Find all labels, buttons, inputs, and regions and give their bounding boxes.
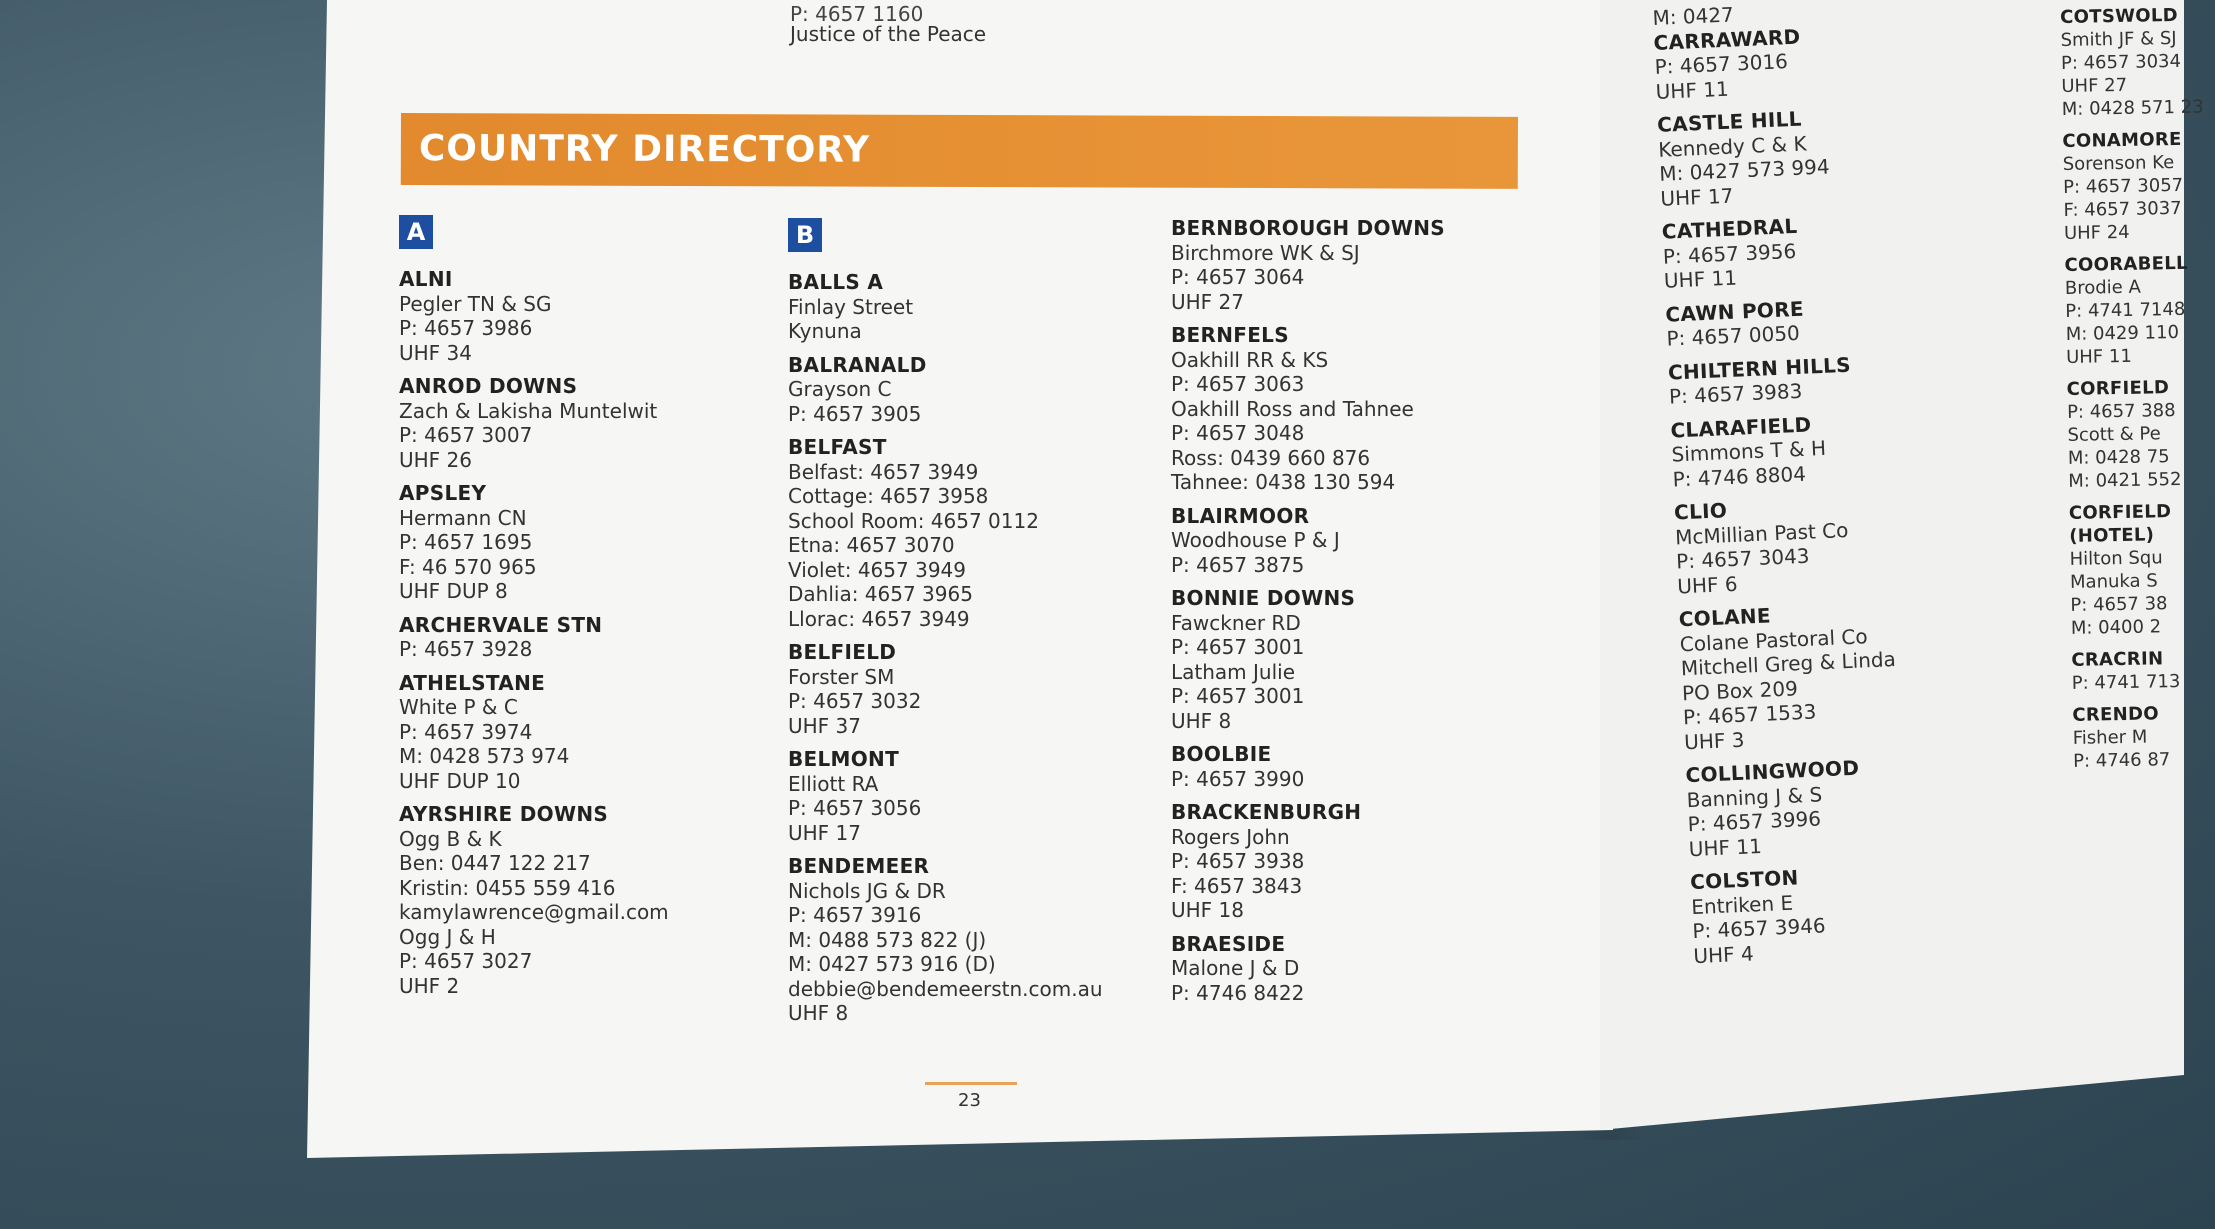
- entry-detail: P: 4741 7148: [2065, 298, 2186, 322]
- entry-detail: P: 4746 8804: [1672, 461, 1807, 492]
- entry-detail: Tahnee: 0438 130 594: [1171, 470, 1396, 494]
- directory-column-a: [399, 215, 759, 1007]
- directory-entry: [788, 435, 1148, 631]
- directory-entry: [2064, 252, 2190, 369]
- directory-entry: [2071, 647, 2196, 695]
- entry-detail: Woodhouse P & J: [1171, 528, 1340, 552]
- entry-detail: Latham Julie: [1171, 659, 1296, 684]
- entry-name: BALLS A: [788, 270, 884, 294]
- entry-detail: Belfast: 4657 3949: [788, 459, 979, 484]
- entry-detail: Pegler TN & SG: [399, 291, 552, 316]
- entry-detail: Etna: 4657 3070: [788, 533, 955, 557]
- entry-detail: McMillian Past Co: [1674, 517, 1849, 549]
- entry-detail: P: 4657 3983: [1668, 378, 1803, 409]
- entry-detail: P: 4657 3986: [399, 316, 533, 340]
- entry-name: BELMONT: [788, 747, 900, 771]
- directory-entry: [1667, 344, 2029, 409]
- directory-entry: [1665, 287, 2027, 352]
- entry-detail: P: 4657 3032: [788, 689, 922, 713]
- entry-detail: Hermann CN: [399, 505, 527, 530]
- entry-detail: P: 4657 3034: [2060, 50, 2182, 74]
- entry-detail: Ben: 0447 122 217: [399, 851, 591, 875]
- entry-name: BRACKENBURGH: [1171, 800, 1362, 824]
- entry-detail: P: 4657 3043: [1675, 543, 1810, 574]
- entry-name: BLAIRMOOR: [1171, 503, 1310, 528]
- entry-detail: Rogers John: [1171, 824, 1290, 849]
- directory-entry: [2072, 702, 2197, 773]
- entry-name: BALRANALD: [788, 352, 927, 377]
- entry-name: ARCHERVALE STN: [399, 612, 603, 637]
- entry-detail: P: 4657 3916: [788, 903, 922, 927]
- entry-detail: Fisher M: [2072, 726, 2148, 749]
- top-fragment: [790, 2, 987, 46]
- entry-detail: P: 4741 713: [2071, 671, 2181, 694]
- entry-detail: Mitchell Greg & Linda: [1680, 647, 1897, 681]
- directory-entry: [1171, 323, 1531, 495]
- directory-entry: [1171, 800, 1531, 923]
- entry-name: COLLINGWOOD: [1685, 755, 1860, 788]
- directory-entry: [399, 481, 759, 604]
- entry-detail: P: 4657 388: [2066, 400, 2176, 423]
- directory-entry: [1685, 748, 2049, 862]
- entry-detail: M: 0488 573 822 (J): [788, 927, 987, 952]
- entry-detail: P: 4657 3938: [1171, 849, 1305, 873]
- entry-name: CORFIELD: [2066, 377, 2170, 400]
- entry-detail: Oakhill Ross and Tahnee: [1171, 396, 1414, 421]
- entry-detail: UHF 27: [2061, 74, 2128, 97]
- entry-detail: Ogg J & H: [399, 924, 496, 949]
- entry-detail: P: 4657 3928: [399, 637, 533, 661]
- entry-detail: P: 4657 3048: [1171, 421, 1305, 445]
- banner-title: COUNTRY DIRECTORY: [418, 128, 871, 171]
- directory-entry: [1171, 586, 1531, 733]
- entry-detail: Cottage: 4657 3958: [788, 484, 989, 508]
- entry-detail: M: 0428 571 23: [2061, 96, 2204, 120]
- entry-detail: P: 4657 3056: [788, 796, 922, 820]
- directory-entry: [2062, 128, 2188, 245]
- entry-detail: Ogg B & K: [399, 826, 502, 851]
- entry-detail: PO Box 209: [1681, 675, 1799, 705]
- entry-detail: UHF 26: [399, 447, 472, 472]
- entry-name: ATHELSTANE: [399, 670, 546, 695]
- entry-detail: P: 4657 38: [2070, 593, 2168, 616]
- directory-entry: [788, 854, 1148, 1026]
- entry-name: CHILTERN HILLS: [1667, 352, 1852, 385]
- entry-detail: Forster SM: [788, 664, 895, 689]
- entry-detail: Birchmore WK & SJ: [1171, 240, 1360, 265]
- entry-detail: M: 0400 2: [2070, 616, 2162, 639]
- directory-entry: [1653, 15, 2016, 104]
- entry-detail: Ross: 0439 660 876: [1171, 445, 1371, 470]
- entry-detail: M: 0428 75: [2067, 446, 2170, 469]
- entry-name: BERNFELS: [1171, 323, 1289, 347]
- entry-name: BERNBOROUGH DOWNS: [1171, 216, 1445, 240]
- entry-detail: Nichols JG & DR: [788, 878, 946, 903]
- entry-name: ANROD DOWNS: [399, 374, 578, 398]
- entry-detail: F: 4657 3037: [2063, 197, 2182, 221]
- entry-name: CATHEDRAL: [1661, 213, 1798, 244]
- directory-entry: [1661, 204, 2024, 293]
- entry-detail: Manuka S: [2069, 570, 2158, 593]
- directory-entry: [1690, 854, 2054, 968]
- entry-name: COLANE: [1678, 603, 1772, 632]
- entry-detail: P: 4657 3905: [788, 401, 922, 426]
- entry-detail: Fawckner RD: [1171, 610, 1301, 635]
- directory-banner: [401, 113, 1518, 189]
- entry-email[interactable]: debbie@bendemeerstn.com.au: [788, 976, 1103, 1001]
- entry-detail: UHF 8: [788, 1001, 849, 1025]
- entry-detail: Kristin: 0455 559 416: [399, 875, 616, 900]
- entry-name: COORABELL: [2064, 252, 2188, 276]
- entry-detail: P: 4657 3996: [1687, 806, 1822, 837]
- directory-entry: [788, 747, 1148, 845]
- entry-detail: School Room: 4657 0112: [788, 508, 1039, 533]
- entry-name: CLIO: [1673, 498, 1728, 525]
- entry-name: CORFIELD (HOTEL): [2068, 501, 2172, 547]
- directory-entry: [399, 613, 759, 662]
- directory-entry: [399, 374, 759, 472]
- entry-detail: Oakhill RR & KS: [1171, 347, 1329, 372]
- directory-entry: [399, 267, 759, 365]
- entry-detail: UHF 27: [1171, 289, 1244, 314]
- entry-detail: UHF 11: [1663, 265, 1738, 293]
- entry-detail: UHF DUP 10: [399, 768, 521, 793]
- entry-detail: UHF 17: [788, 820, 861, 845]
- entry-detail: UHF 34: [399, 340, 472, 365]
- entry-detail: UHF 2: [399, 973, 460, 998]
- entry-detail: P: 4746 87: [2073, 749, 2171, 772]
- entry-detail: Banning J & S: [1686, 781, 1823, 812]
- entry-detail: P: 4746 8422: [1171, 980, 1305, 1005]
- directory-entry: [788, 640, 1148, 738]
- entry-detail: Llorac: 4657 3949: [788, 606, 970, 631]
- directory-entry: [1674, 485, 2038, 599]
- entry-detail: UHF DUP 8: [399, 579, 508, 603]
- entry-name: CARRAWARD: [1653, 24, 1801, 55]
- entry-name: BELFIELD: [788, 640, 897, 664]
- entry-detail: Kynuna: [788, 319, 862, 343]
- entry-detail: Entriken E: [1690, 890, 1794, 919]
- right-page-column-2: [2060, 4, 2204, 782]
- entry-detail: UHF 24: [2063, 221, 2130, 244]
- directory-column-b-continued: [1171, 216, 1531, 1014]
- entry-detail: Colane Pastoral Co: [1679, 623, 1869, 656]
- directory-entry: [1171, 932, 1531, 1006]
- column-top-fragment: M: 0427: [1652, 2, 1735, 30]
- section-letter-badge: A: [399, 215, 433, 249]
- entry-detail: Brodie A: [2064, 276, 2142, 299]
- entry-detail: Sorenson Ke: [2062, 152, 2175, 175]
- entry-detail: P: 4657 3057: [2062, 174, 2184, 198]
- page-number: 23: [958, 1090, 981, 1111]
- entry-detail: P: 4657 3007: [399, 423, 533, 447]
- entry-detail: UHF 11: [1655, 76, 1730, 104]
- entry-name: BONNIE DOWNS: [1171, 586, 1356, 610]
- entry-detail: UHF 6: [1676, 571, 1739, 598]
- entry-detail: M: 0427 573 994: [1658, 154, 1831, 186]
- top-fragment-line: Justice of the Peace: [790, 22, 987, 46]
- entry-detail: UHF 4: [1692, 940, 1755, 968]
- entry-detail: UHF 3: [1683, 727, 1745, 754]
- entry-detail: Scott & Pe: [2067, 423, 2161, 446]
- entry-detail: Malone J & D: [1171, 956, 1300, 980]
- entry-detail: P: 4657 3974: [399, 719, 533, 744]
- section-letter-badge: B: [788, 218, 822, 252]
- right-page-column-1: [1652, 0, 2054, 977]
- directory-entry: [2060, 4, 2204, 121]
- entry-detail: F: 4657 3843: [1171, 873, 1303, 898]
- entry-detail: P: 4657 3016: [1654, 49, 1789, 79]
- entry-detail: Simmons T & H: [1671, 435, 1827, 467]
- entry-detail: Zach & Lakisha Muntelwit: [399, 398, 658, 423]
- entry-detail: P: 4657 3027: [399, 949, 533, 973]
- entry-detail: Dahlia: 4657 3965: [788, 582, 973, 606]
- entry-detail: Kennedy C & K: [1657, 130, 1808, 162]
- entry-detail: UHF 37: [788, 713, 861, 738]
- entry-detail: Smith JF & SJ: [2060, 27, 2177, 51]
- entry-detail: P: 4657 1695: [399, 530, 533, 554]
- entry-detail: P: 4657 3063: [1171, 372, 1305, 396]
- entry-detail: P: 4657 1533: [1682, 699, 1817, 730]
- entry-detail: White P & C: [399, 695, 518, 719]
- entry-name: CAWN PORE: [1664, 296, 1805, 327]
- entry-detail: Violet: 4657 3949: [788, 557, 966, 582]
- entry-detail: P: 4657 3956: [1662, 238, 1797, 269]
- entry-detail: Grayson C: [788, 377, 892, 401]
- entry-detail: UHF 17: [1659, 183, 1734, 211]
- entry-detail: P: 4657 3001: [1171, 635, 1305, 659]
- directory-entry: [399, 802, 759, 998]
- directory-entry: [399, 671, 759, 794]
- entry-detail: P: 4657 3946: [1691, 913, 1827, 944]
- entry-detail: P: 4657 0050: [1666, 320, 1801, 351]
- entry-detail: UHF 18: [1171, 898, 1244, 922]
- entry-detail: P: 4657 3990: [1171, 766, 1305, 791]
- entry-detail: M: 0427 573 916 (D): [788, 952, 996, 976]
- entry-name: BELFAST: [788, 435, 887, 459]
- entry-name: BOOLBIE: [1171, 742, 1272, 766]
- directory-entry: [1657, 97, 2021, 211]
- directory-column-b: [788, 218, 1148, 1035]
- entry-name: CLARAFIELD: [1669, 411, 1812, 443]
- directory-entry: [1670, 402, 2033, 491]
- entry-name: CRENDO: [2072, 703, 2160, 726]
- entry-detail: P: 4657 3001: [1171, 684, 1305, 708]
- entry-detail: M: 0421 552: [2068, 468, 2182, 492]
- entry-name: CASTLE HILL: [1656, 106, 1803, 137]
- directory-entry: [1678, 592, 2044, 755]
- entry-name: BRAESIDE: [1171, 931, 1286, 956]
- entry-name: COTSWOLD: [2060, 4, 2179, 28]
- directory-entry: [788, 270, 1148, 344]
- entry-name: COLSTON: [1689, 865, 1799, 895]
- top-fragment-clipped-line: P: 4657 1160: [790, 2, 924, 26]
- entry-detail: Hilton Squ: [2069, 547, 2163, 570]
- directory-entry: [788, 353, 1148, 427]
- entry-email[interactable]: kamylawrence@gmail.com: [399, 900, 669, 924]
- entry-name: APSLEY: [399, 481, 487, 505]
- directory-entry: [2069, 500, 2195, 640]
- entry-name: CONAMORE: [2062, 128, 2182, 152]
- entry-detail: Elliott RA: [788, 771, 879, 796]
- entry-detail: M: 0428 573 974: [399, 744, 570, 768]
- entry-detail: F: 46 570 965: [399, 554, 537, 579]
- entry-name: CRACRIN: [2071, 648, 2164, 671]
- entry-detail: Finlay Street: [788, 294, 914, 319]
- entry-detail: M: 0429 110: [2065, 321, 2180, 345]
- entry-detail: UHF 8: [1171, 708, 1232, 733]
- entry-name: AYRSHIRE DOWNS: [399, 802, 609, 826]
- directory-entry: [1171, 504, 1531, 578]
- entry-name: BENDEMEER: [788, 854, 930, 878]
- footer-rule: [925, 1082, 1017, 1085]
- entry-detail: UHF 11: [2065, 345, 2133, 368]
- directory-entry: [2066, 376, 2192, 493]
- entry-detail: P: 4657 3064: [1171, 265, 1305, 289]
- directory-entry: [1171, 742, 1531, 791]
- entry-detail: P: 4657 3875: [1171, 552, 1305, 577]
- entry-detail: UHF 11: [1688, 833, 1763, 861]
- entry-name: ALNI: [399, 267, 453, 291]
- directory-entry: [1171, 216, 1531, 314]
